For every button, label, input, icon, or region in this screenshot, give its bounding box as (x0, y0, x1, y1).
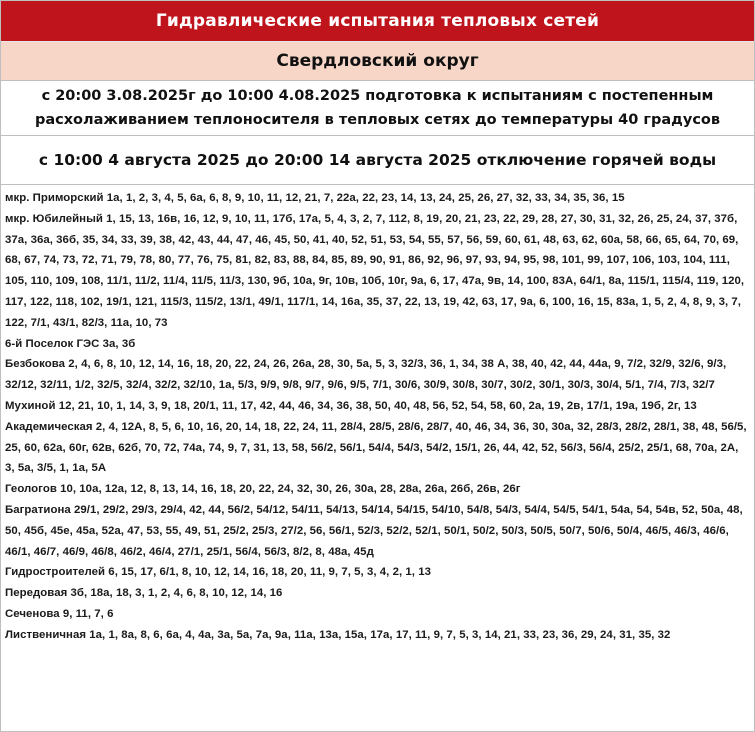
address-entry: Геологов 10, 10а, 12а, 12, 8, 13, 14, 16, 18, 20, 22, 24, 32, 30, 26, 30а, 28, 28а, 26а, 26б, 26в, 26г (5, 483, 521, 496)
address-entry: Безбокова 2, 4, 6, 8, 10, 12, 14, 16, 18, 20, 22, 24, 26, 26а, 28, 30, 5а, 5, 3, 32/3, 36, 1, 34, 38 А, 38, 40, 42, 44, 44а, 9, 7/2, 32/9, 32/6, 9/3, 32/12, 32/11, 1/2, 32/5, 32/4, 32/2, 32/10, 1а, 5/3, 9/9, 9/8, 9/7, 9/6, 9/5, 7/1, 30/6, 30/9, 30/8, 30/7, 30/2, 30/1, 30/3, 30/4, 5/1, 7/4, 7/3, 32/7 (5, 358, 727, 392)
district-title: Свердловский округ (1, 42, 754, 81)
address-entry: Мухиной 12, 21, 10, 1, 14, 3, 9, 18, 20/1, 11, 17, 42, 44, 46, 34, 36, 38, 50, 40, 48, 56, 52, 54, 58, 60, 2а, 19, 2в, 17/1, 19а, 19б, 2г, 13 (5, 399, 697, 412)
address-entry: мкр. Юбилейный 1, 15, 13, 16в, 16, 12, 9, 10, 11, 17б, 17а, 5, 4, 3, 2, 7, 112, 8, 19, 20, 21, 23, 22, 29, 28, 27, 30, 31, 32, 26, 25, 24, 37, 37б, 37а, 36а, 36б, 35, 34, 33, 39, 38, 42, 43, 44, 47, 46, 45, 50, 41, 40, 52, 51, 53, 54, 55, 57, 56, 59, 60, 61, 48, 63, 62, 60а, 58, 66, 65, 64, 70, 69, 68, 67, 74, 73, 72, 71, 79, 78, 80, 77, 76, 75, 81, 82, 83, 88, 84, 85, 89, 90, 91, 86, 92, 96, 97, 93, 94, 95, 98, 101, 99, 107, 106, 103, 104, 111, 105, 110, 109, 108, 11/1, 11/2, 11/4, 11/5, 11/3, 130, 9б, 10а, 9г, 10в, 10б, 10г, 9а, 6, 17, 47а, 9в, 14, 100, 83А, 64/1, 8а, 115/1, 115/4, 119, 120, 117, 122, 118, 102, 19/1, 121, 115/3, 115/2, 13/1, 49/1, 117/1, 14, 16а, 35, 37, 22, 13, 19, 42, 63, 17, 9а, 6, 100, 16, 15, 83а, 1, 5, 2, 4, 8, 9, 3, 7, 122, 7/1, 43/1, 82/3, 11а, 10, 73 (5, 212, 745, 329)
preparation-notice (1, 81, 754, 136)
preparation-notice-line-1: с 20:00 3.08.2025г до 10:00 4.08.2025 подготовка к испытаниям с постепенным (41, 88, 714, 104)
address-entry: 6-й Поселок ГЭС 3а, 3б (5, 337, 136, 350)
address-entry: Академическая 2, 4, 12А, 8, 5, 6, 10, 16, 20, 14, 18, 22, 24, 11, 28/4, 28/5, 28/6, 28/7, 40, 46, 34, 36, 30, 30а, 32, 28/3, 28/2, 28/1, 38, 48, 56/5, 25, 60, 62а, 60г, 62в, 62б, 70, 72, 74а, 74, 9, 7, 31, 13, 58, 56/2, 56/1, 54/4, 54/3, 54/2, 15/1, 26, 44, 42, 52, 56/3, 56/4, 25/2, 25/1, 68, 70а, 2А, 3, 5а, 3/5, 1, 1а, 5А (5, 420, 747, 475)
address-entry: Передовая 3б, 18а, 18, 3, 1, 2, 4, 6, 8, 10, 12, 14, 16 (5, 587, 283, 600)
hot-water-shutdown-notice: с 10:00 4 августа 2025 до 20:00 14 августа 2025 отключение горячей воды (1, 136, 754, 185)
page-title: Гидравлические испытания тепловых сетей (1, 1, 754, 42)
address-entry: Сеченова 9, 11, 7, 6 (5, 607, 114, 620)
address-entry: Багратиона 29/1, 29/2, 29/3, 29/4, 42, 44, 56/2, 54/12, 54/11, 54/13, 54/14, 54/15, 54/10, 54/8, 54/3, 54/4, 54/5, 54/1, 54а, 54, 54в, 52, 50а, 48, 50, 45б, 45е, 45а, 52а, 47, 53, 55, 49, 51, 25/2, 25/3, 27/2, 56, 56/1, 52/3, 52/2, 52/1, 50/1, 50/2, 50/3, 50/5, 50/7, 50/6, 50/4, 46/5, 46/3, 46/6, 46/1, 46/7, 46/9, 46/8, 46/2, 46/4, 27/1, 25/1, 56/4, 56/3, 8/2, 8, 48а, 45д (5, 503, 743, 558)
address-list (1, 185, 754, 646)
address-entry: Гидростроителей 6, 15, 17, 6/1, 8, 10, 12, 14, 16, 18, 20, 11, 9, 7, 5, 3, 4, 2, 1, 13 (5, 566, 431, 579)
address-entry: мкр. Приморский 1а, 1, 2, 3, 4, 5, 6а, 6, 8, 9, 10, 11, 12, 21, 7, 22а, 22, 23, 14, 13, 24, 25, 26, 27, 32, 33, 34, 35, 36, 15 (5, 192, 625, 204)
preparation-notice-line-2: расхолаживанием теплоносителя в тепловых сетях до температуры 40 градусов (34, 112, 721, 128)
address-entry: Лиственичная 1а, 1, 8а, 8, 6, 6а, 4, 4а, 3а, 5а, 7а, 9а, 11а, 13а, 15а, 17а, 17, 11, 9, 7, 5, 3, 14, 21, 33, 23, 36, 29, 24, 31, 35, 32 (5, 628, 671, 641)
